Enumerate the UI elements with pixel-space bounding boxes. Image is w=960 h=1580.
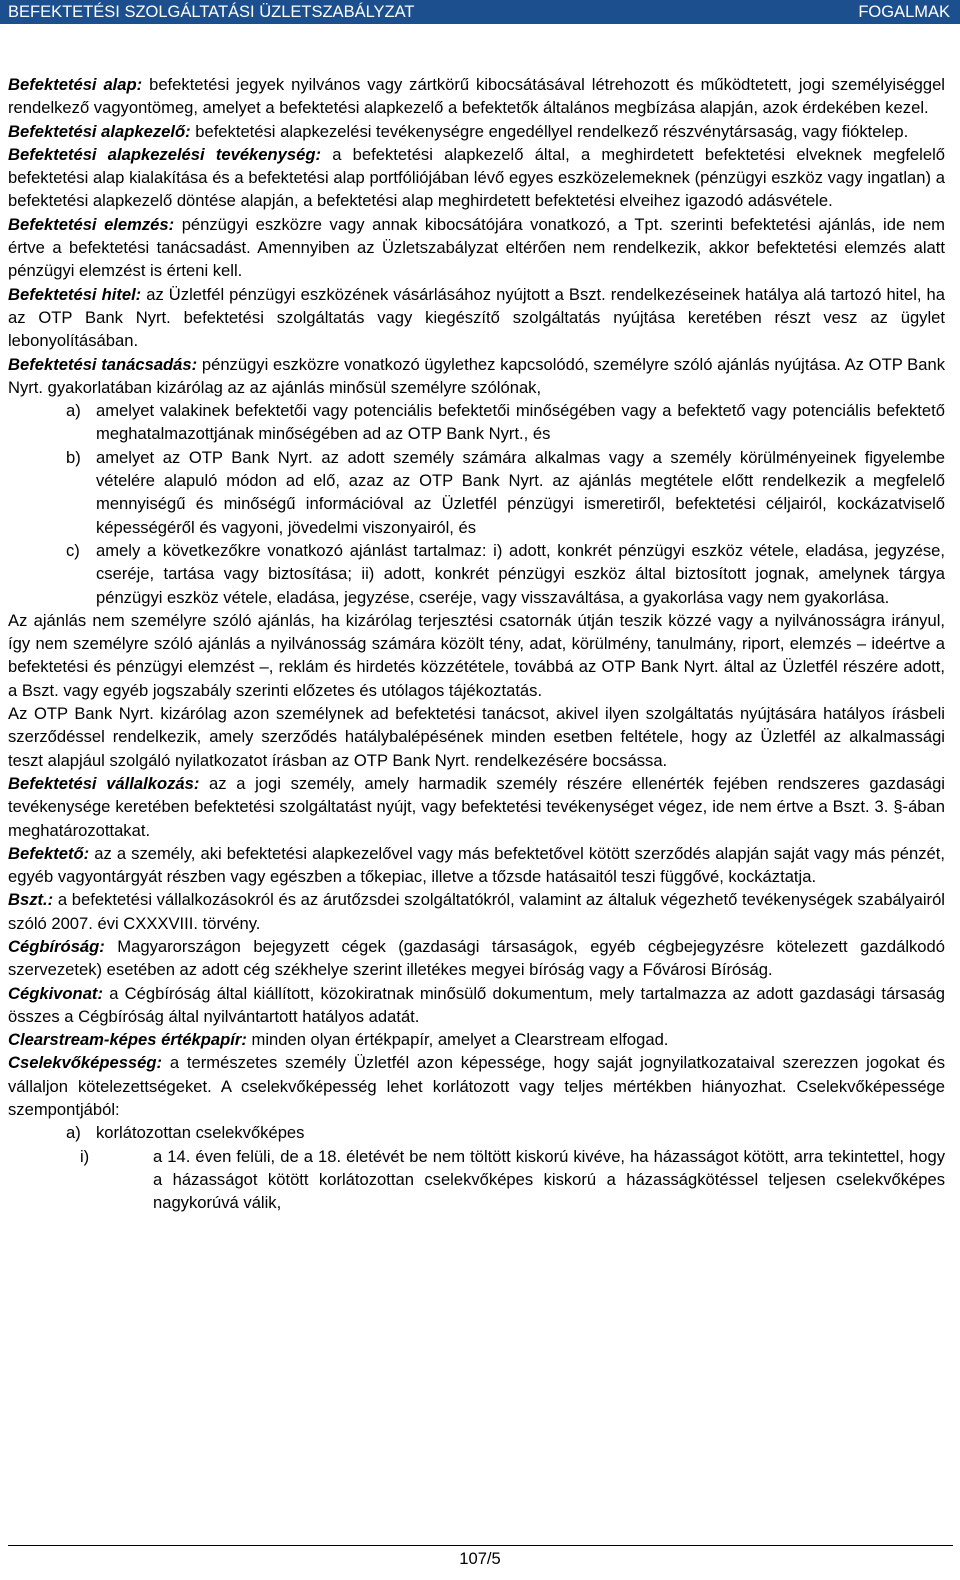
definition-term: Cégbíróság: [8,936,105,956]
document-title: BEFEKTETÉSI SZOLGÁLTATÁSI ÜZLETSZABÁLYZAT [8,3,415,21]
definition-term: Befektetési elemzés: [8,214,175,234]
section-title: FOGALMAK [858,3,950,21]
list-item [8,1121,945,1144]
definition-text: az a jogi személy, amely harmadik személy részére ellenérték fejében rendszeres gazdasági tevékenysége keretében befektetési szolgáltatást nyújt, vagy befektetési tevékenységet végez, ide nem értve a Bszt. 3. §-ában meghatározottakat. [8,773,945,840]
definition-term: Befektetési tanácsadás: [8,354,198,374]
document-body [8,73,945,1215]
definition-befektetesi-tanacsadas [8,353,945,400]
list-item [8,446,945,539]
definition-text: befektetési alapkezelési tevékenységre engedéllyel rendelkező részvénytársaság, vagy fióktelep. [190,121,909,141]
list-marker: a) [66,401,81,421]
list-item-text: amelyet valakinek befektetői vagy potenciális befektetői minőségében vagy a befektető vagy potenciális befektető meghatalmazottjának minőségében ad az OTP Bank Nyrt., és [96,401,945,444]
definition-befektetesi-hitel [8,283,945,353]
definition-befekteto [8,842,945,889]
definition-text: az Üzletfél pénzügyi eszközének vásárlásához nyújtott a Bszt. rendelkezéseinek hatálya alá tartozó hitel, ha az OTP Bank Nyrt. befektetési szolgáltatás vagy kiegészítő szolgáltatás nyújtása keretében részt vesz az ügylet lebonyolításában. [8,284,945,351]
definition-text: a természetes személy Üzletfél azon képessége, hogy saját jognyilatkozataival szerezzen jogokat és vállaljon kötelezettségeket. A cselekvőképesség lehet korlátozott vagy teljes mértékben hiányozhat. Cselekvőképessége szempontjából: [8,1053,945,1120]
definition-term: Befektetési vállalkozás: [8,773,200,793]
list-marker: b) [66,447,81,467]
definition-text: befektetési jegyek nyilvános vagy zártkörű kibocsátásával létrehozott és működtetett, jogi személyiséggel rendelkező vagyontömeg, amelyet a befektetési alapkezelő a befektetők általános megbízása alapján, azok érdekében kezel. [8,75,945,118]
list-item-text: korlátozottan cselekvőképes [96,1123,305,1143]
definition-cselekvokepesseg [8,1051,945,1121]
list-item [8,539,945,609]
definition-term: Befektetési alapkezelési tevékenység: [8,144,321,164]
definition-text: pénzügyi eszközre vonatkozó ügylethez kapcsolódó, személyre szóló ajánlás nyújtása. Az OTP Bank Nyrt. gyakorlatában kizárólag az az ajánlás minősül személyre szólónak, [8,354,945,397]
definition-text: minden olyan értékpapír, amelyet a Clearstream elfogad. [246,1030,669,1050]
definition-term: Befektetési alapkezelő: [8,121,191,141]
definition-cegbirosag [8,935,945,982]
list-marker: i) [80,1146,90,1166]
definition-text: a Cégbíróság által kiállított, közokiratnak minősülő dokumentum, mely tartalmazza az adott gazdasági társaság összes a Cégbíróság által nyilvántartott hatályos adatát. [8,983,945,1026]
paragraph-otp-advice: Az OTP Bank Nyrt. kizárólag azon személynek ad befektetési tanácsot, akivel ilyen szolgáltatás nyújtására hatályos írásbeli szerződéssel rendelkezik, amely szerződés hatálybalépésének minden esetben feltétele, hogy az Üzletfél az alkalmassági teszt alapjául szolgáló nyilatkozatot írásban az OTP Bank Nyrt. rendelkezésére bocsássa. [8,704,945,770]
footer-divider [8,1545,953,1546]
definition-text: pénzügyi eszközre vagy annak kibocsátójára vonatkozó, a Tpt. szerinti befektetési ajánlás, ide nem értve a befektetési tanácsadást. Amennyiben az Üzletszabályzat eltérően nem rendelkezik, akkor befektetési elemzés alatt pénzügyi elemzést is érteni kell. [8,214,945,281]
list-marker: c) [66,540,80,560]
list-marker: a) [66,1123,81,1143]
definition-term: Befektető: [8,843,90,863]
page-header [0,0,960,24]
definition-term: Befektetési hitel: [8,284,142,304]
definition-befektetesi-vallalkozas [8,772,945,842]
list-item-text: amelyet az OTP Bank Nyrt. az adott személy számára alkalmas vagy a személy körülményeinek figyelembe vételére alapuló módon ad elő, azaz az OTP Bank Nyrt. az ajánlás megtétele előtt rendelkezik a megfelelő mennyiségű és minőségű információval az Üzletfél pénzügyi ismeretiről, befektetési céljairól, kockázatviselő képességéről és vagyoni, jövedelmi viszonyairól, és [96,447,945,537]
definition-term: Bszt.: [8,890,54,910]
definition-text: Magyarországon bejegyzett cégek (gazdasági társaságok, egyéb cégbejegyzésre kötelezett gazdálkodó szervezetek) esetében az adott cég székhelye szerint illetékes megyei bíróság vagy a Fővárosi Bíróság. [8,936,945,980]
definition-cegkivonat [8,982,945,1029]
list-item-text: amely a következőkre vonatkozó ajánlást tartalmaz: i) adott, konkrét pénzügyi eszköz vétele, eladása, jegyzése, cseréje, tartása vagy biztosítása; ii) adott, konkrét pénzügyi eszköz által biztosított jognak, amelynek tárgya pénzügyi eszköz vétele, eladása, jegyzése, cseréje, vagy visszaváltása, a gyakorlása vagy nem gyakorlása. [96,540,945,607]
sub-list-item [8,1145,945,1215]
definition-text: a befektetési alapkezelő által, a meghirdetett befektetési elveknek megfelelő befektetési alap kialakítása és a befektetési alap portfóliójában lévő egyes eszközelemeknek (pénzügyi eszköz vagy ingatlan) a befektetési alapkezelő döntése alapján, a befektetési alap meghirdetett befektetési elveihez igazodó adásvétele. [8,144,945,211]
definition-text: a befektetési vállalkozásokról és az árutőzsdei szolgáltatókról, valamint az általuk végezhető tevékenységek szabályairól szóló 2007. évi CXXXVIII. törvény. [8,890,945,933]
definition-befektetesi-alap [8,73,945,120]
list-item [8,399,945,446]
definition-term: Cselekvőképesség: [8,1053,163,1073]
definition-text: az a személy, aki befektetési alapkezelővel vagy más befektetővel kötött szerződés alapján saját vagy más pénzét, egyéb vagyontárgyát részben vagy egészben a tőkepiac, illetve a tőzsde hatásaitól teszi függővé, kockáztatja. [8,843,945,887]
definition-term: Befektetési alap: [8,75,143,94]
definition-befektetesi-alapkezelo [8,120,945,143]
definition-term: Cégkivonat: [8,983,103,1003]
page-number: 107/5 [459,1549,501,1568]
definition-alapkezelesi-tevekenyseg [8,143,945,213]
definition-clearstream [8,1028,945,1051]
definition-term: Clearstream-képes értékpapír: [8,1030,247,1050]
paragraph-nonpersonal-advice: Az ajánlás nem személyre szóló ajánlás, ha kizárólag terjesztési csatornák útján teszik közzé vagy a nyilvánosságra irányul, így nem személyre szóló ajánlás a nyilvánosság számára közölt tény, adat, körülmény, tanulmány, riport, elemzés – ideértve a befektetési és pénzügyi elemzést –, reklám és hirdetés közzététele, továbbá az OTP Bank Nyrt. által az Üzletfél részére adott, a Bszt. vagy egyéb jogszabály szerinti előzetes és utólagos tájékoztatás. [8,610,945,700]
list-item-text: a 14. éven felüli, de a 18. életévét be nem töltött kiskorú kivéve, ha házasságot kötött, arra tekintettel, hogy a házasságot kötött korlátozottan cselekvőképes kiskorú a házasságkötéssel teljesen cselekvőképes nagykorúvá válik, [153,1146,945,1213]
definition-bszt [8,888,945,935]
definition-befektetesi-elemzes [8,213,945,283]
